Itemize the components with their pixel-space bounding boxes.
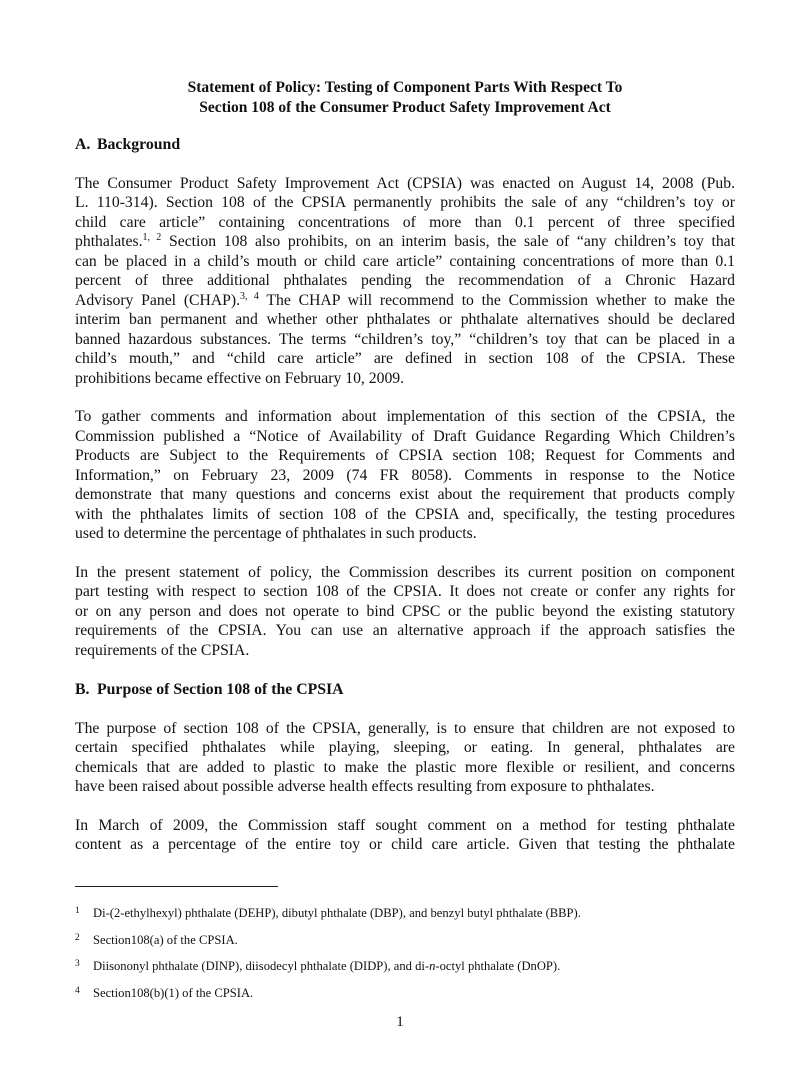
text-line: In March of 2009, the Commission staff sought comment on a method for testing phthalate (75, 816, 735, 834)
section-b-heading (75, 680, 735, 700)
text-line: percent of three additional phthalates pending the recommendation of a Chronic Hazard (75, 272, 735, 289)
text-line: Products are Subject to the Requirements of CPSIA section 108; Request for Comments and (75, 447, 735, 464)
text-line (75, 291, 735, 311)
footnote-text-part: Section108(b)(1) of the CPSIA. (93, 985, 254, 1000)
section-a-paragraph-3 (75, 563, 735, 661)
section-a-paragraph-1 (75, 174, 735, 389)
section-b-letter: B. (75, 681, 90, 698)
section-b-title: Purpose of Section 108 of the CPSIA (97, 681, 344, 698)
footnote-ref-1-2[interactable]: 1, 2 (142, 232, 162, 243)
title-line-1: Statement of Policy: Testing of Component Parts With Respect To (187, 79, 623, 96)
footnote-number: 2 (75, 932, 80, 943)
footnote-3 (75, 959, 735, 986)
text-line: In the present statement of policy, the Commission describes its current position on component (75, 563, 735, 581)
text-line: have been raised about possible adverse health effects resulting from exposure to phthalates. (75, 778, 655, 795)
footnote-number: 4 (75, 985, 80, 996)
text-line (75, 232, 735, 252)
footnote-separator (75, 886, 278, 887)
footnote-ref-3-4[interactable]: 3, 4 (240, 290, 259, 302)
footnote-text-part: Section108(a) of the CPSIA. (93, 932, 238, 947)
text-line: with the phthalates limits of section 108 of the CPSIA and, specifically, the testing procedures (75, 505, 735, 523)
text-line: banned hazardous substances. The terms “children’s toy,” “children’s toy that can be placed in a (75, 330, 735, 348)
document-page (75, 78, 735, 855)
footnote-1 (75, 906, 735, 933)
footnote-italic-part: n (429, 959, 436, 973)
text-span: Section 108 also prohibits, on an interim basis, the sale of “any children’s toy that (161, 233, 736, 250)
section-b-paragraph-2 (75, 816, 735, 855)
text-line: To gather comments and information about implementation of this section of the CPSIA, the (75, 408, 735, 425)
text-line: or on any person and does not operate to bind CPSC or the public beyond the existing statutory (75, 602, 735, 620)
text-line: chemicals that are added to plastic to make the plastic more flexible or resilient, and concerns (75, 758, 735, 776)
text-line: interim ban permanent and whether other phthalates or phthalate alternatives should be declared (75, 311, 735, 328)
footnote-text (93, 986, 253, 1001)
footnote-text-part: -octyl phthalate (DnOP). (435, 959, 561, 973)
title-line-2: Section 108 of the Consumer Product Safety Improvement Act (199, 99, 611, 116)
section-b-paragraph-1 (75, 719, 735, 797)
text-line: part testing with respect to section 108 of the CPSIA. It does not create or confer any rights for (75, 583, 735, 600)
text-line: certain specified phthalates while playing, sleeping, or eating. In general, phthalates are (75, 739, 735, 756)
footnote-text-part: Di-(2-ethylhexyl) phthalate (DEHP), dibutyl phthalate (DBP), and benzyl butyl phthalate (BBP). (93, 906, 581, 920)
text-span: Advisory Panel (CHAP). (75, 291, 241, 309)
text-line: used to determine the percentage of phthalates in such products. (75, 525, 477, 542)
footnote-text (93, 933, 238, 948)
text-line: The Consumer Product Safety Improvement Act (CPSIA) was enacted on August 14, 2008 (Pub. (75, 174, 735, 192)
footnote-number: 1 (75, 906, 80, 916)
text-span: phthalates. (75, 233, 143, 250)
footnotes (75, 906, 735, 1012)
page-number: 1 (396, 1014, 404, 1030)
footnote-number: 3 (75, 959, 80, 969)
text-line: child’s mouth,” and “child care article” are defined in section 108 of the CPSIA. These (75, 350, 735, 367)
footnote-text (93, 959, 560, 974)
text-line: child care article” containing concentrations of more than 0.1 percent of three specified (75, 213, 735, 231)
section-a-heading (75, 135, 735, 155)
footnote-text (93, 906, 581, 921)
text-line: L. 110-314). Section 108 of the CPSIA permanently prohibits the sale of any “children’s toy or (75, 194, 735, 211)
footnote-2 (75, 933, 735, 960)
text-line: Information,” on February 23, 2009 (74 FR 8058). Comments in response to the Notice (75, 466, 735, 484)
footnote-4 (75, 986, 735, 1013)
document-title (75, 78, 735, 118)
text-line: demonstrate that many questions and concerns exist about the requirement that products comply (75, 486, 735, 503)
text-line: prohibitions became effective on February 10, 2009. (75, 369, 405, 387)
section-a-title: Background (97, 136, 181, 153)
text-line: can be placed in a child’s mouth or child care article” containing concentrations of more than 0.1 (75, 252, 735, 270)
text-line: requirements of the CPSIA. (75, 641, 250, 659)
text-span: The CHAP will recommend to the Commission whether to make the (258, 291, 735, 309)
section-a-letter: A. (75, 136, 91, 153)
footnote-text-part: Diisononyl phthalate (DINP), diisodecyl phthalate (DIDP), and di- (93, 959, 430, 973)
section-a-paragraph-2 (75, 407, 735, 544)
text-line: The purpose of section 108 of the CPSIA, generally, is to ensure that children are not exposed to (75, 719, 735, 737)
text-line: content as a percentage of the entire toy or child care article. Given that testing the phthalate (75, 836, 735, 853)
text-line: requirements of the CPSIA. You can use an alternative approach if the approach satisfies the (75, 622, 735, 639)
text-line: Commission published a “Notice of Availability of Draft Guidance Regarding Which Children’s (75, 427, 735, 445)
